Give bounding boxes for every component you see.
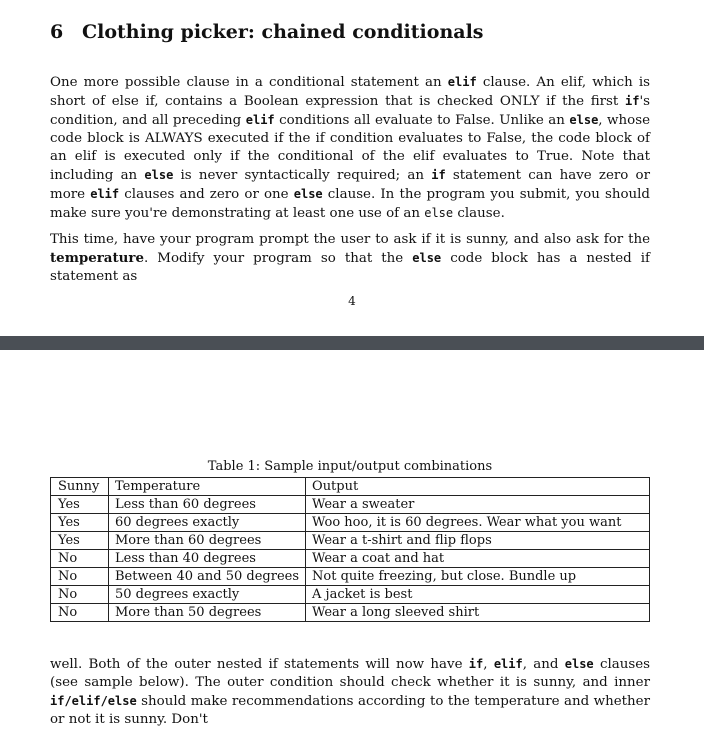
table-cell: No: [51, 550, 109, 568]
text-run: One more possible clause in a conditional statement an: [50, 75, 448, 90]
table-cell: 60 degrees exactly: [109, 514, 306, 532]
bold-temperature: temperature: [50, 250, 144, 266]
code-else: else: [564, 657, 594, 671]
table-cell: Wear a sweater: [306, 496, 650, 514]
code-else: else: [144, 168, 174, 182]
table-row: [51, 604, 650, 622]
paragraph-temperature-prompt: [50, 231, 650, 286]
code-else: else: [424, 206, 454, 220]
table-row: [51, 532, 650, 550]
text-run: ,: [483, 657, 494, 672]
code-if-elif-else: if/elif/else: [50, 694, 137, 708]
table-cell: No: [51, 586, 109, 604]
table-cell: Yes: [51, 514, 109, 532]
header-cell: Output: [306, 478, 650, 496]
io-combinations-table: [50, 477, 650, 622]
table-cell: Less than 60 degrees: [109, 496, 306, 514]
table-row: [51, 496, 650, 514]
text-run: statement can have zero or more: [50, 168, 651, 202]
code-elif: elif: [90, 187, 120, 201]
header-cell: Temperature: [109, 478, 306, 496]
table-caption: Table 1: Sample input/output combinations: [207, 459, 493, 474]
code-if: if: [431, 168, 446, 182]
text-run: is never syntactically required; an: [173, 168, 432, 183]
table-cell: No: [51, 604, 109, 622]
table-header-row: [51, 478, 650, 496]
table-row: [51, 550, 650, 568]
code-else: else: [569, 113, 599, 127]
code-if: if: [468, 657, 484, 671]
table-cell: 50 degrees exactly: [109, 586, 306, 604]
page-4: [0, 0, 704, 336]
table-cell: More than 60 degrees: [109, 532, 306, 550]
code-if: if: [624, 94, 640, 108]
code-else: else: [293, 187, 323, 201]
header-cell: Sunny: [51, 478, 109, 496]
table-cell: More than 50 degrees: [109, 604, 306, 622]
table-cell: Not quite freezing, but close. Bundle up: [306, 568, 650, 586]
text-run: , whose code block is ALWAYS executed if the if condition evaluates to False, the code block of an elif is executed only if the conditional of the elif evaluates to True. Note that including an: [50, 113, 650, 183]
table-cell: Between 40 and 50 degrees: [109, 568, 306, 586]
text-run: clauses (see sample below). The outer condition should check whether it is sunny, and inner: [50, 657, 651, 690]
table-row: [51, 514, 650, 532]
section-heading: [50, 21, 483, 43]
table-cell: Less than 40 degrees: [109, 550, 306, 568]
section-number: 6: [50, 21, 64, 43]
table-cell: No: [51, 568, 109, 586]
section-title: Clothing picker: chained conditionals: [82, 21, 484, 43]
text-run: conditions all evaluate to False. Unlike an: [274, 113, 570, 128]
table-cell: A jacket is best: [306, 586, 650, 604]
table-cell: Wear a coat and hat: [306, 550, 650, 568]
table-cell: Yes: [51, 496, 109, 514]
text-run: clause. In the program you submit, you should make sure you're demonstrating at least one use of an: [50, 187, 650, 221]
text-run: 's condition, and all preceding: [50, 94, 650, 128]
table-cell: Wear a long sleeved shirt: [306, 604, 650, 622]
text-run: , and: [522, 657, 565, 672]
table-row: [51, 586, 650, 604]
page-number: 4: [348, 294, 356, 308]
paragraph-elif-explanation: [50, 73, 650, 223]
text-run: clauses and zero or one: [119, 187, 294, 202]
code-elif: elif: [447, 75, 477, 89]
text-run: . Modify your program so that the: [143, 251, 413, 266]
text-run: clause. An elif, which is short of else if, contains a Boolean expression that is checked ONLY if the first: [50, 75, 650, 109]
code-elif: elif: [245, 113, 275, 127]
code-else: else: [412, 251, 442, 265]
code-elif: elif: [493, 657, 523, 671]
table-row: [51, 568, 650, 586]
table-cell: Woo hoo, it is 60 degrees. Wear what you want: [306, 514, 650, 532]
paragraph-nested-if: [50, 655, 650, 729]
table-cell: Wear a t-shirt and flip flops: [306, 532, 650, 550]
text-run: clause.: [453, 206, 505, 221]
text-run: code block has a nested if statement as: [50, 251, 650, 284]
text-run: This time, have your program prompt the user to ask if it is sunny, and also ask for the: [50, 232, 650, 247]
text-run: well. Both of the outer nested if statements will now have: [50, 657, 469, 672]
table-cell: Yes: [51, 532, 109, 550]
page-separator: [0, 336, 704, 350]
table-body: [51, 478, 650, 622]
text-run: should make recommendations according to the temperature and whether or not it is sunny. Don't: [50, 694, 650, 727]
